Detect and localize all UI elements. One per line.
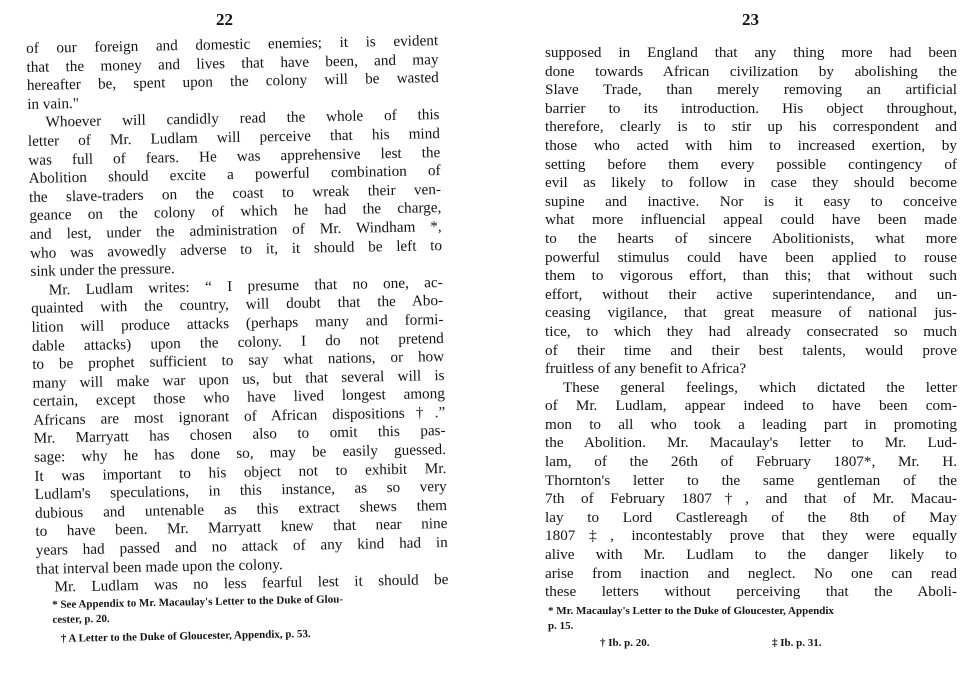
text-line: years had passed and no attack of any kind had in [35,534,448,559]
right-page [490,0,980,677]
page-number: 22 [216,10,233,29]
footnote: ‡ Ib. p. 31. [772,637,822,649]
footnotes [548,604,948,649]
text-line: hereafter be, spent upon the colony will be wasted [26,69,439,95]
text-line: These general feelings, which dictated the letter [563,378,957,396]
text-line: powerful stimulus could have been applied to rouse [545,248,957,266]
text-line: many will make war upon us, but that several will is [32,366,445,392]
footnote: † Ib. p. 20. [600,637,650,649]
text-line: Mr. Marryatt has chosen also to omit this pas- [33,422,446,448]
text-line: supposed in England that any thing more had been [545,44,957,61]
page-number: 23 [742,10,759,29]
text-line: ceasing vigilance, that great measure of national jus- [545,304,957,322]
footnotes [52,590,453,647]
footnote: p. 15. [548,620,574,632]
text-line: effort, without their active superintendance, and un- [545,285,957,303]
text-line: lam, of the 26th of February 1807*, Mr. H. [545,453,957,471]
text-line: dable attacks) upon the colony. I do not pretend [31,329,444,355]
text-line: that the money and lives that have been, and may [26,50,439,76]
text-line: 7th of February 1807†, and that of Mr. Macau- [545,490,957,508]
text-line: of our foreign and domestic enemies; it is evident [26,32,439,57]
text-line: and lest, under the administration of Mr. Windham *, [29,217,442,243]
text-line: in vain." [27,94,80,113]
text-line: setting before them every possible contingency of [545,155,957,173]
text-line: these letters without perceiving that the Aboli- [545,583,957,601]
text-line: sage: why he has done so, may be easily guessed. [33,441,447,466]
text-line: that interval been made upon the colony. [35,555,283,578]
text-line: who was avowedly adverse to it, it should be left to [29,236,443,262]
text-line: them to vigorous effort, than this; that without such [545,267,957,285]
text-line: geance on the colony of which he had the charge, [29,199,442,225]
text-line: Mr. Ludlam was no less fearful lest it should be [54,571,449,596]
text-line: was full of fears. He was apprehensive lest the [28,143,441,169]
text-line: quainted with the country, will doubt that the Abo- [30,292,444,318]
text-line: of their time and their best talents, would prove [545,341,957,359]
text-line: alive with Mr. Ludlam to the danger likely to [545,546,957,564]
footnote: * See Appendix to Mr. Macaulay's Letter to the Duke of Glou- [52,593,344,611]
text-line: dubious and untenable as this extract shews them [34,496,448,522]
text-line: letter of Mr. Ludlam will perceive that his mind [27,125,441,150]
text-line: done towards African civilization by abolishing the [545,62,957,80]
text-line: supine and inactive. Nor is it easy to conceive [545,192,957,210]
text-line: It was important to his object not to exhibit Mr. [34,459,447,485]
text-line: lay to Lord Castlereagh of the 8th of May [545,508,957,526]
text-line: therefore, clearly is to stir up his correspondent and [545,118,957,136]
page-body-text [545,44,957,602]
text-line: Ludlam's speculations, in this instance, as so very [34,478,447,504]
text-line: lition will produce attacks (perhaps many and formi- [31,310,444,336]
text-line: Slave Trade, than merely removing an artificial [545,81,957,99]
text-line: the Abolition. Mr. Macaulay's letter to Mr. Lud- [545,434,957,452]
text-line: Mr. Ludlam writes: “ I presume that no one, ac- [48,273,443,299]
footnote: * Mr. Macaulay's Letter to the Duke of Gloucester, Appendix [548,605,834,617]
text-line: Thornton's letter to the same gentleman of the [545,471,957,489]
text-line: 1807‡, incontestably prove that they were equally [545,527,957,545]
text-line: to the hearts of sincere Abolitionists, what more [545,229,957,247]
text-line: those who acted with him to increased exertion, by [545,136,957,154]
text-line: fruitless of any benefit to Africa? [545,360,747,378]
text-line: barrier to its introduction. His object throughout, [545,99,957,117]
footnote: cester, p. 20. [52,612,110,626]
text-line: Whoever will candidly read the whole of this [45,106,440,132]
text-line: evil as likely to follow in case they should become [545,174,957,192]
page-body-text [26,32,449,598]
text-line: mon to all who took a leading part in promoting [545,415,957,433]
text-line: what more influencial appeal could have been made [545,211,957,229]
text-line: of Mr. Ludlam, appear indeed to have been com- [545,397,957,415]
text-line: sink under the pressure. [30,260,175,281]
text-line: to have been. Mr. Marryatt knew that near nine [35,515,448,541]
text-line: the slave-traders on the coast to wreak their ven- [28,180,442,206]
footnote: † A Letter to the Duke of Gloucester, Appendix, p. 53. [60,628,311,645]
text-line: Abolition should excite a powerful combination of [28,162,441,188]
text-line: arise from inaction and neglect. No one can read [545,564,957,582]
text-line: tice, to which they had already consecrated so much [545,322,957,340]
text-line: Africans are most ignorant of African dispositions†.” [33,403,446,429]
text-line: to be prophet sufficient to say what nations, or how [32,348,445,374]
text-line: certain, except those who have lived longest among [32,385,446,411]
